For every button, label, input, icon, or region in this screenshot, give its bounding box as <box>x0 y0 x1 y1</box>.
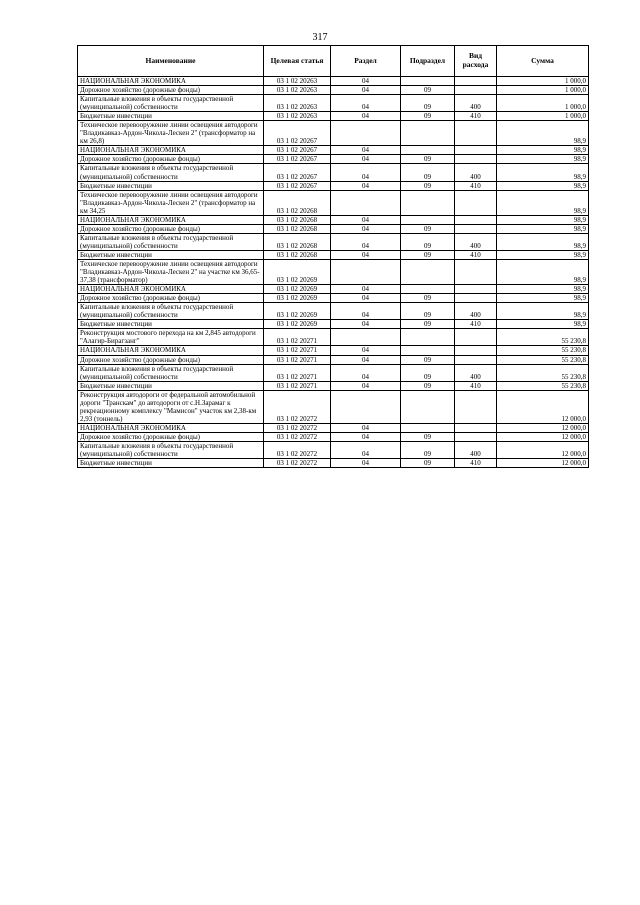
cell-name: Бюджетные инвестиции <box>78 181 264 190</box>
cell-expense-kind <box>455 294 497 303</box>
cell-sum: 55 230,8 <box>497 381 589 390</box>
cell-expense-kind <box>455 423 497 432</box>
cell-expense-kind <box>455 285 497 294</box>
cell-target-article: 03 1 02 20269 <box>264 303 331 320</box>
cell-subsection <box>401 77 455 86</box>
table-row <box>78 155 589 164</box>
cell-name: Реконструкция автодороги от федеральной автомобильной дороги "Транскам" до автодороги от с.Н.Зарамаг к рекреационному комплексу "Мамисон" участок км 2,38-км 2,93 (тоннель) <box>78 390 264 423</box>
cell-expense-kind <box>455 190 497 215</box>
cell-sum: 12 000,0 <box>497 432 589 441</box>
cell-subsection: 09 <box>401 432 455 441</box>
cell-section: 04 <box>331 355 401 364</box>
cell-target-article: 03 1 02 20269 <box>264 259 331 284</box>
table-row <box>78 259 589 284</box>
cell-sum: 12 000,0 <box>497 441 589 458</box>
cell-name: Капитальные вложения в объекты государственной (муниципальной) собственности <box>78 164 264 181</box>
cell-section: 04 <box>331 285 401 294</box>
cell-name: Бюджетные инвестиции <box>78 320 264 329</box>
table-row <box>78 121 589 146</box>
table-row <box>78 459 589 468</box>
cell-name: Дорожное хозяйство (дорожные фонды) <box>78 86 264 95</box>
cell-section: 04 <box>331 459 401 468</box>
cell-expense-kind: 400 <box>455 233 497 250</box>
cell-sum: 55 230,8 <box>497 355 589 364</box>
cell-section: 04 <box>331 423 401 432</box>
cell-subsection <box>401 423 455 432</box>
cell-expense-kind <box>455 155 497 164</box>
cell-section: 04 <box>331 250 401 259</box>
cell-target-article: 03 1 02 20268 <box>264 233 331 250</box>
cell-expense-kind <box>455 432 497 441</box>
table-row <box>78 346 589 355</box>
cell-subsection <box>401 146 455 155</box>
header-target-article: Целевая статья <box>264 46 331 77</box>
cell-section: 04 <box>331 155 401 164</box>
cell-section: 04 <box>331 346 401 355</box>
table-row <box>78 390 589 423</box>
cell-target-article: 03 1 02 20267 <box>264 121 331 146</box>
cell-expense-kind <box>455 224 497 233</box>
cell-subsection: 09 <box>401 303 455 320</box>
cell-expense-kind: 410 <box>455 459 497 468</box>
cell-subsection: 09 <box>401 155 455 164</box>
cell-sum: 55 230,8 <box>497 364 589 381</box>
cell-section: 04 <box>331 164 401 181</box>
cell-name: Бюджетные инвестиции <box>78 250 264 259</box>
cell-target-article: 03 1 02 20269 <box>264 294 331 303</box>
cell-name: Техническое перевооружение линии освещения автодороги "Владикавказ-Ардон-Чикола-Лескен 2" (трансформатор на км 34,25 <box>78 190 264 215</box>
table-row <box>78 215 589 224</box>
cell-expense-kind <box>455 215 497 224</box>
cell-target-article: 03 1 02 20267 <box>264 164 331 181</box>
cell-subsection <box>401 190 455 215</box>
cell-target-article: 03 1 02 20271 <box>264 329 331 346</box>
table-row <box>78 303 589 320</box>
cell-sum: 98,9 <box>497 224 589 233</box>
cell-name: НАЦИОНАЛЬНАЯ ЭКОНОМИКА <box>78 215 264 224</box>
cell-expense-kind <box>455 346 497 355</box>
cell-expense-kind <box>455 355 497 364</box>
cell-subsection: 09 <box>401 224 455 233</box>
cell-target-article: 03 1 02 20263 <box>264 112 331 121</box>
cell-section: 04 <box>331 303 401 320</box>
cell-target-article: 03 1 02 20267 <box>264 181 331 190</box>
cell-subsection: 09 <box>401 233 455 250</box>
cell-sum: 1 000,0 <box>497 95 589 112</box>
cell-expense-kind <box>455 390 497 423</box>
cell-section <box>331 390 401 423</box>
cell-sum: 12 000,0 <box>497 423 589 432</box>
cell-subsection: 09 <box>401 381 455 390</box>
cell-sum: 98,9 <box>497 233 589 250</box>
table-row <box>78 320 589 329</box>
cell-name: Капитальные вложения в объекты государственной (муниципальной) собственности <box>78 233 264 250</box>
cell-section <box>331 121 401 146</box>
cell-section: 04 <box>331 86 401 95</box>
table-row <box>78 112 589 121</box>
cell-section: 04 <box>331 146 401 155</box>
cell-sum: 98,9 <box>497 259 589 284</box>
cell-name: Капитальные вложения в объекты государственной (муниципальной) собственности <box>78 303 264 320</box>
cell-section <box>331 190 401 215</box>
cell-expense-kind <box>455 329 497 346</box>
budget-table <box>77 45 589 468</box>
cell-name: Техническое перевооружение линии освещения автодороги "Владикавказ-Ардон-Чикола-Лескен 2" на участке км 36,65-37,38 (трансформатор) <box>78 259 264 284</box>
cell-name: Дорожное хозяйство (дорожные фонды) <box>78 355 264 364</box>
table-row <box>78 190 589 215</box>
cell-target-article: 03 1 02 20268 <box>264 190 331 215</box>
cell-target-article: 03 1 02 20271 <box>264 346 331 355</box>
header-subsection: Подраздел <box>401 46 455 77</box>
cell-subsection <box>401 121 455 146</box>
cell-expense-kind: 400 <box>455 303 497 320</box>
cell-target-article: 03 1 02 20271 <box>264 355 331 364</box>
cell-subsection: 09 <box>401 320 455 329</box>
cell-sum: 12 000,0 <box>497 390 589 423</box>
cell-name: Капитальные вложения в объекты государственной (муниципальной) собственности <box>78 364 264 381</box>
cell-section: 04 <box>331 215 401 224</box>
cell-target-article: 03 1 02 20263 <box>264 95 331 112</box>
header-sum: Сумма <box>497 46 589 77</box>
cell-subsection: 09 <box>401 364 455 381</box>
cell-section: 04 <box>331 320 401 329</box>
cell-name: Бюджетные инвестиции <box>78 112 264 121</box>
table-row <box>78 294 589 303</box>
cell-section: 04 <box>331 233 401 250</box>
cell-name: Капитальные вложения в объекты государственной (муниципальной) собственности <box>78 441 264 458</box>
cell-subsection <box>401 285 455 294</box>
cell-expense-kind: 410 <box>455 112 497 121</box>
cell-sum: 98,9 <box>497 320 589 329</box>
cell-sum: 55 230,8 <box>497 329 589 346</box>
cell-sum: 98,9 <box>497 303 589 320</box>
cell-sum: 98,9 <box>497 285 589 294</box>
header-name: Наименование <box>78 46 264 77</box>
cell-section: 04 <box>331 294 401 303</box>
header-expense-kind: Вид расхода <box>455 46 497 77</box>
header-section: Раздел <box>331 46 401 77</box>
cell-name: Бюджетные инвестиции <box>78 381 264 390</box>
cell-target-article: 03 1 02 20272 <box>264 390 331 423</box>
cell-subsection: 09 <box>401 441 455 458</box>
table-row <box>78 224 589 233</box>
cell-section: 04 <box>331 77 401 86</box>
cell-name: Дорожное хозяйство (дорожные фонды) <box>78 432 264 441</box>
cell-subsection: 09 <box>401 164 455 181</box>
cell-sum: 98,9 <box>497 215 589 224</box>
cell-target-article: 03 1 02 20263 <box>264 77 331 86</box>
cell-name: Бюджетные инвестиции <box>78 459 264 468</box>
table-body <box>78 77 589 468</box>
cell-sum: 1 000,0 <box>497 77 589 86</box>
cell-subsection: 09 <box>401 355 455 364</box>
cell-expense-kind: 400 <box>455 95 497 112</box>
table-row <box>78 77 589 86</box>
cell-section: 04 <box>331 441 401 458</box>
cell-sum: 12 000,0 <box>497 459 589 468</box>
table-row <box>78 181 589 190</box>
page-number: 317 <box>312 32 328 43</box>
cell-expense-kind: 410 <box>455 320 497 329</box>
cell-expense-kind <box>455 77 497 86</box>
cell-target-article: 03 1 02 20272 <box>264 459 331 468</box>
cell-name: Техническое перевооружение линии освещения автодороги "Владикавказ-Ардон-Чикола-Лескен 2" (трансформатор на км 26,8) <box>78 121 264 146</box>
cell-name: НАЦИОНАЛЬНАЯ ЭКОНОМИКА <box>78 346 264 355</box>
cell-subsection: 09 <box>401 459 455 468</box>
cell-subsection: 09 <box>401 294 455 303</box>
cell-subsection: 09 <box>401 181 455 190</box>
cell-sum: 98,9 <box>497 155 589 164</box>
cell-target-article: 03 1 02 20271 <box>264 364 331 381</box>
cell-name: НАЦИОНАЛЬНАЯ ЭКОНОМИКА <box>78 423 264 432</box>
table-header-row <box>78 46 589 77</box>
table-row <box>78 233 589 250</box>
table-row <box>78 432 589 441</box>
cell-section <box>331 259 401 284</box>
table-row <box>78 86 589 95</box>
table-row <box>78 355 589 364</box>
table-row <box>78 381 589 390</box>
cell-subsection: 09 <box>401 95 455 112</box>
cell-sum: 98,9 <box>497 250 589 259</box>
cell-name: Дорожное хозяйство (дорожные фонды) <box>78 155 264 164</box>
cell-expense-kind: 410 <box>455 250 497 259</box>
cell-expense-kind <box>455 86 497 95</box>
cell-sum: 1 000,0 <box>497 86 589 95</box>
cell-expense-kind: 410 <box>455 381 497 390</box>
cell-section: 04 <box>331 432 401 441</box>
cell-sum: 1 000,0 <box>497 112 589 121</box>
cell-sum: 98,9 <box>497 294 589 303</box>
cell-section: 04 <box>331 95 401 112</box>
cell-target-article: 03 1 02 20263 <box>264 86 331 95</box>
cell-target-article: 03 1 02 20272 <box>264 432 331 441</box>
cell-subsection <box>401 259 455 284</box>
cell-target-article: 03 1 02 20269 <box>264 285 331 294</box>
cell-name: Дорожное хозяйство (дорожные фонды) <box>78 294 264 303</box>
cell-sum: 98,9 <box>497 190 589 215</box>
cell-subsection <box>401 390 455 423</box>
cell-expense-kind <box>455 146 497 155</box>
cell-subsection: 09 <box>401 86 455 95</box>
table-row <box>78 329 589 346</box>
cell-name: Капитальные вложения в объекты государственной (муниципальной) собственности <box>78 95 264 112</box>
cell-section: 04 <box>331 181 401 190</box>
cell-target-article: 03 1 02 20271 <box>264 381 331 390</box>
cell-subsection <box>401 346 455 355</box>
cell-section: 04 <box>331 381 401 390</box>
table-row <box>78 285 589 294</box>
cell-section: 04 <box>331 224 401 233</box>
cell-target-article: 03 1 02 20267 <box>264 155 331 164</box>
table-row <box>78 164 589 181</box>
cell-target-article: 03 1 02 20268 <box>264 250 331 259</box>
cell-sum: 98,9 <box>497 146 589 155</box>
cell-section: 04 <box>331 112 401 121</box>
cell-expense-kind <box>455 121 497 146</box>
cell-subsection <box>401 329 455 346</box>
cell-target-article: 03 1 02 20267 <box>264 146 331 155</box>
cell-sum: 98,9 <box>497 121 589 146</box>
cell-subsection: 09 <box>401 250 455 259</box>
cell-target-article: 03 1 02 20268 <box>264 224 331 233</box>
cell-target-article: 03 1 02 20272 <box>264 423 331 432</box>
cell-expense-kind: 400 <box>455 364 497 381</box>
cell-section <box>331 329 401 346</box>
cell-expense-kind: 400 <box>455 441 497 458</box>
cell-target-article: 03 1 02 20268 <box>264 215 331 224</box>
cell-name: Дорожное хозяйство (дорожные фонды) <box>78 224 264 233</box>
cell-expense-kind <box>455 259 497 284</box>
cell-name: НАЦИОНАЛЬНАЯ ЭКОНОМИКА <box>78 285 264 294</box>
table-row <box>78 95 589 112</box>
cell-expense-kind: 400 <box>455 164 497 181</box>
table-row <box>78 146 589 155</box>
cell-expense-kind: 410 <box>455 181 497 190</box>
cell-name: НАЦИОНАЛЬНАЯ ЭКОНОМИКА <box>78 146 264 155</box>
cell-subsection: 09 <box>401 112 455 121</box>
cell-target-article: 03 1 02 20272 <box>264 441 331 458</box>
cell-target-article: 03 1 02 20269 <box>264 320 331 329</box>
cell-name: Реконструкция мостового перехода на км 2,845 автодороги "Алагир-Бирагзанг" <box>78 329 264 346</box>
cell-sum: 98,9 <box>497 164 589 181</box>
cell-section: 04 <box>331 364 401 381</box>
table-row <box>78 423 589 432</box>
cell-sum: 98,9 <box>497 181 589 190</box>
cell-subsection <box>401 215 455 224</box>
table-row <box>78 250 589 259</box>
cell-name: НАЦИОНАЛЬНАЯ ЭКОНОМИКА <box>78 77 264 86</box>
table-row <box>78 441 589 458</box>
cell-sum: 55 230,8 <box>497 346 589 355</box>
table-row <box>78 364 589 381</box>
